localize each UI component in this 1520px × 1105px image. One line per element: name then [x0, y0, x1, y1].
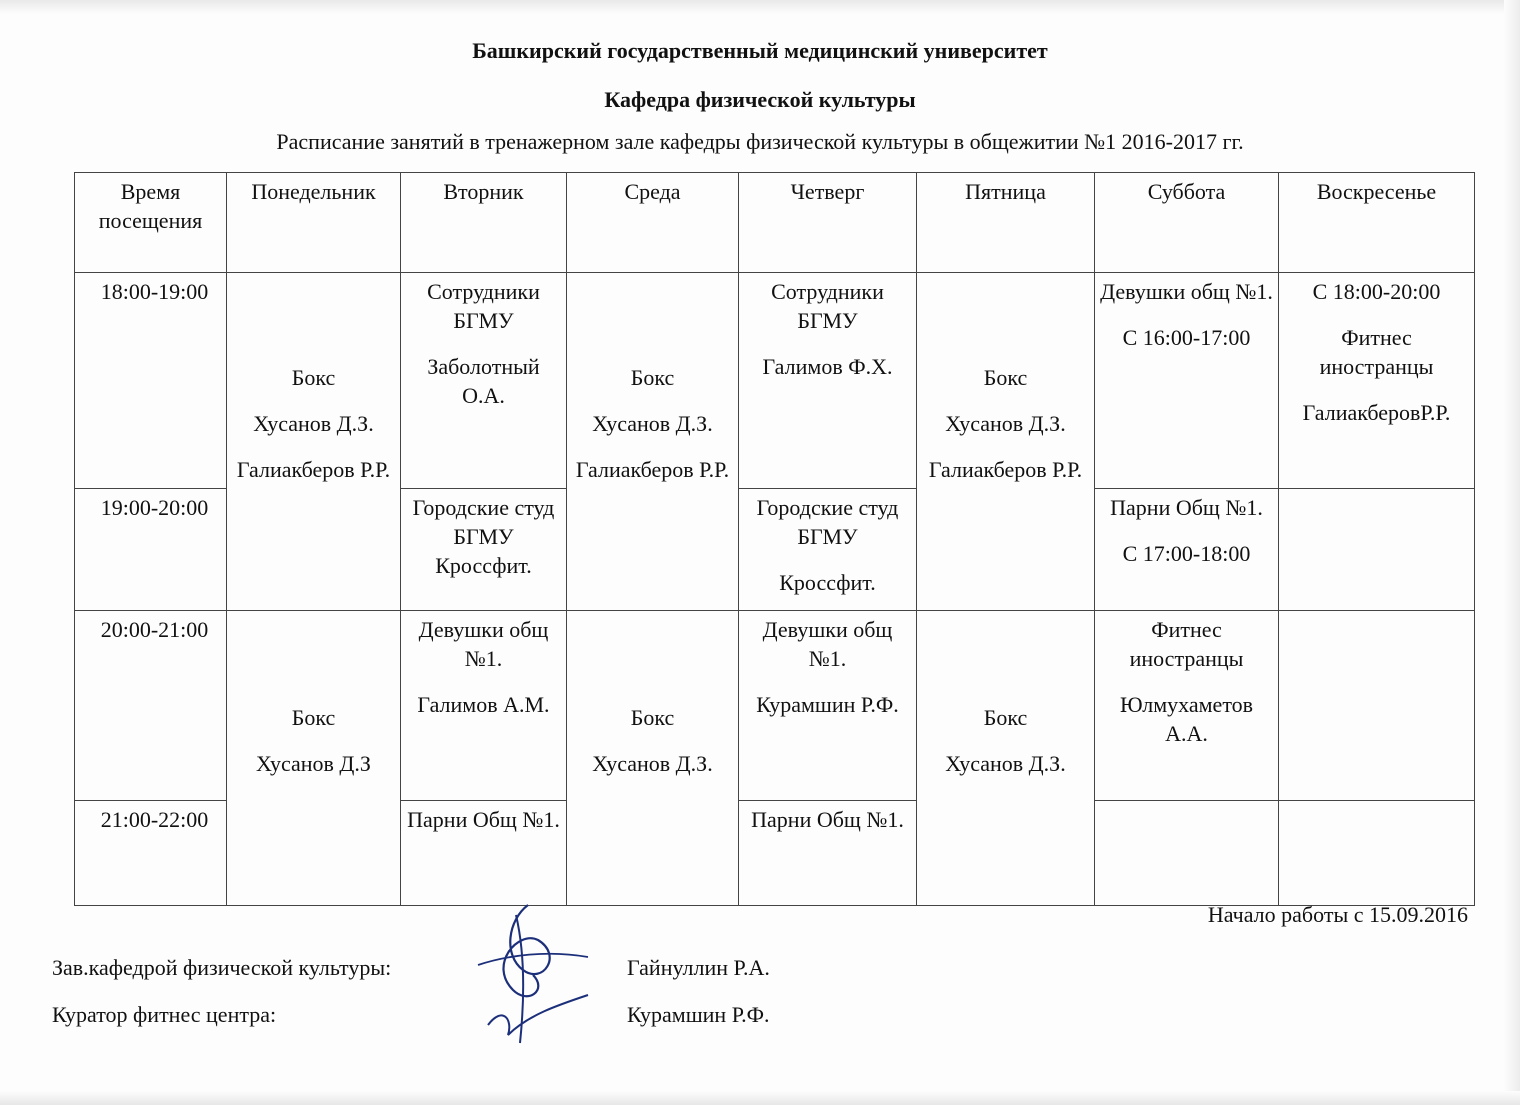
cell-text: Бокс [983, 704, 1028, 730]
cell-sun-3 [1279, 611, 1475, 801]
header-saturday: Суббота [1095, 173, 1279, 273]
cell-thu-2 [739, 489, 917, 611]
cell-tue-1 [401, 273, 567, 489]
cell-text: Галиакберов Р.Р. [575, 457, 730, 482]
scan-edge-bottom [0, 1091, 1520, 1105]
cell-sun-4 [1279, 801, 1475, 906]
curator-label: Куратор фитнес центра: [52, 1002, 277, 1027]
scan-edge-top [0, 0, 1520, 14]
cell-fri-early [917, 273, 1095, 611]
cell-text: Парни Общ №1. [407, 807, 560, 832]
head-name: Гайнуллин Р.А. [627, 955, 770, 980]
cell-fri-late [917, 611, 1095, 906]
cell-text: Хусанов Д.З [256, 750, 371, 776]
header-sunday: Воскресенье [1279, 173, 1475, 273]
cell-text: Фитнес иностранцы [1129, 617, 1244, 671]
cell-text: Бокс [630, 365, 675, 390]
cell-text: Юлмухаметов А.А. [1119, 692, 1254, 746]
header-row [75, 173, 1475, 273]
cell-thu-4 [739, 801, 917, 906]
cell-text: Бокс [291, 704, 336, 730]
cell-tue-3 [401, 611, 567, 801]
cell-text: Галимов Ф.Х. [762, 354, 893, 379]
scan-edge-right [1504, 0, 1520, 1105]
cell-sat-3 [1095, 611, 1279, 801]
cell-text: Сотрудники БГМУ [427, 279, 540, 333]
cell-sat-4 [1095, 801, 1279, 906]
header-thursday: Четверг [739, 173, 917, 273]
cell-text: Хусанов Д.З. [592, 750, 713, 776]
cell-text: Девушки общ №1. [1100, 279, 1273, 304]
cell-text: Бокс [983, 365, 1028, 390]
cell-text: Бокс [630, 704, 675, 730]
cell-text: Хусанов Д.З. [945, 750, 1066, 776]
schedule-subtitle: Расписание занятий в тренажерном зале кафедры физической культуры в общежитии №1 2016-2017 гг. [276, 129, 1244, 154]
header-friday: Пятница [917, 173, 1095, 273]
cell-text: Сотрудники БГМУ [771, 279, 884, 333]
cell-wed-early [567, 273, 739, 611]
cell-text: Курамшин Р.Ф. [756, 692, 899, 717]
header-wednesday: Среда [567, 173, 739, 273]
cell-text: Городские студ БГМУ Кроссфит. [412, 495, 555, 578]
cell-tue-4 [401, 801, 567, 906]
cell-text: Галимов А.М. [417, 692, 550, 717]
cell-text: Галиакберов Р.Р. [928, 457, 1083, 482]
cell-sun-2 [1279, 489, 1475, 611]
header-time: Время посещения [75, 173, 227, 273]
cell-thu-1 [739, 273, 917, 489]
time-slot: 18:00-19:00 [75, 273, 227, 489]
cell-text: Парни Общ №1. [751, 807, 904, 832]
cell-text: Фитнес иностранцы [1319, 325, 1434, 379]
schedule-table [74, 172, 1475, 906]
cell-text: Девушки общ №1. [762, 617, 893, 671]
cell-text: Бокс [291, 365, 336, 390]
cell-text: ГалиакберовР.Р. [1302, 400, 1451, 425]
time-slot: 20:00-21:00 [75, 611, 227, 801]
cell-sat-2 [1095, 489, 1279, 611]
cell-mon-late [227, 611, 401, 906]
cell-wed-late [567, 611, 739, 906]
cell-text: Девушки общ №1. [418, 617, 549, 671]
cell-text: Хусанов Д.З. [253, 411, 374, 436]
cell-text: Хусанов Д.З. [945, 411, 1066, 436]
time-slot: 19:00-20:00 [75, 489, 227, 611]
cell-text: Заболотный О.А. [427, 354, 540, 408]
head-label: Зав.кафедрой физической культуры: [52, 955, 392, 980]
table-row [75, 611, 1475, 801]
cell-text: Парни Общ №1. [1110, 495, 1263, 520]
cell-text: Галиакберов Р.Р. [236, 457, 391, 482]
time-slot: 21:00-22:00 [75, 801, 227, 906]
curator-name: Курамшин Р.Ф. [627, 1002, 770, 1027]
cell-thu-3 [739, 611, 917, 801]
cell-text: Городские студ БГМУ [756, 495, 899, 549]
cell-sun-1 [1279, 273, 1475, 489]
cell-text: С 16:00-17:00 [1122, 325, 1251, 350]
cell-tue-2 [401, 489, 567, 611]
cell-text: Кроссфит. [779, 570, 876, 595]
cell-text: Хусанов Д.З. [592, 411, 713, 436]
cell-mon-early [227, 273, 401, 611]
handwritten-signature [468, 895, 598, 1055]
header-monday: Понедельник [227, 173, 401, 273]
department-title: Кафедра физической культуры [604, 87, 916, 112]
cell-sat-1 [1095, 273, 1279, 489]
cell-text: С 17:00-18:00 [1122, 541, 1251, 566]
start-date-note: Начало работы с 15.09.2016 [1207, 902, 1468, 927]
table-row [75, 273, 1475, 489]
header-tuesday: Вторник [401, 173, 567, 273]
university-title: Башкирский государственный медицинский университет [472, 38, 1048, 63]
cell-text: С 18:00-20:00 [1312, 279, 1441, 304]
